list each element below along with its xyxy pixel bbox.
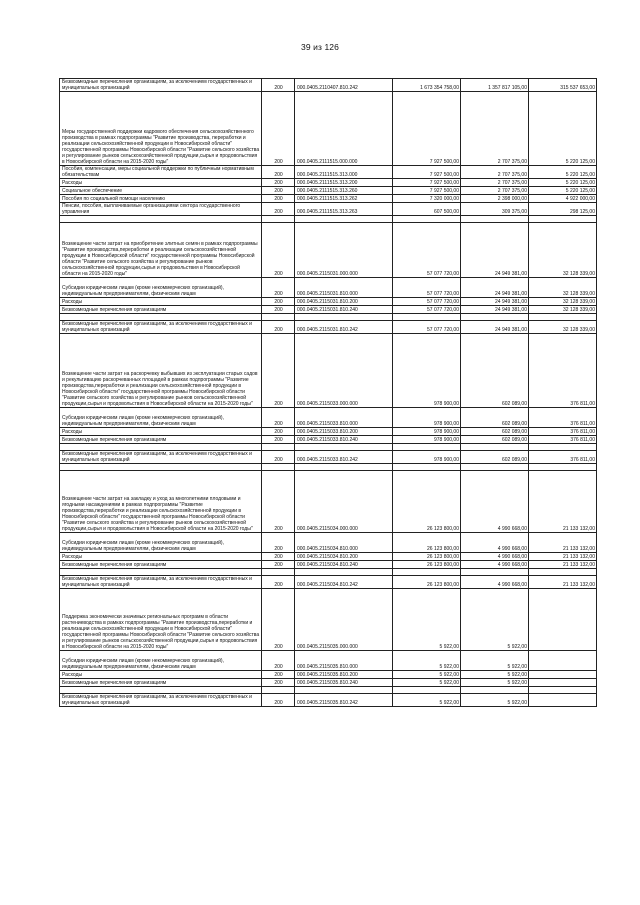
- row-name-cell: Возмещение части затрат на приобретение элитных семян в рамках подпрограммы "Развитие производства,переработки и реализации сельскохозяйственной продукции в Новосибирской области" государственной программы Новосибирской области "Развитие сельского хозяйства и регулирование рынков сельскохозяйственной продукции,сырья и продовольствия в Новосибирской области на 2015-2020 годы": [60, 223, 262, 278]
- row-budget-code-cell: 000.0405.2111515.313.260: [295, 187, 393, 195]
- row-executed-cell: 2 707 375,00: [461, 179, 529, 187]
- row-line-code-cell: 200: [262, 553, 295, 561]
- row-executed-cell: 602 089,00: [461, 408, 529, 428]
- row-approved-cell: 1 673 354 758,00: [393, 79, 461, 92]
- row-name-cell: Социальное обеспечение: [60, 187, 262, 195]
- row-approved-cell: 5 922,00: [393, 589, 461, 651]
- row-unexecuted-cell: [529, 651, 597, 671]
- row-budget-code-cell: 000.0405.2115035.810.200: [295, 671, 393, 679]
- row-name-cell: Безвозмездные перечисления организациям: [60, 436, 262, 444]
- row-unexecuted-cell: 21 133 132,00: [529, 553, 597, 561]
- row-line-code-cell: 200: [262, 278, 295, 298]
- row-line-code-cell: 200: [262, 203, 295, 216]
- table-row: [60, 561, 597, 569]
- row-budget-code-cell: 000.0405.2115034.810.200: [295, 553, 393, 561]
- row-name-cell: Субсидии юридическим лицам (кроме некоммерческих организаций), индивидуальным предпринимателям, физическим лицам: [60, 408, 262, 428]
- budget-table-body: [60, 79, 597, 707]
- spacer-cell: [529, 216, 597, 223]
- row-line-code-cell: 200: [262, 679, 295, 687]
- row-line-code-cell: 200: [262, 428, 295, 436]
- row-name-cell: Меры государственной поддержки кадрового обеспечения сельскохозяйственного производства в рамках подпрограммы "Развитие производства, переработки и реализации сельскохозяйственной продукции в Новосибирской области" государственной программы Новосибирской области "Развитие сельского хозяйства и регулирование рынков сельскохозяйственной продукции,сырья и продовольствия в Новосибирской области на 2015-2020 годы": [60, 92, 262, 166]
- spacer-cell: [262, 464, 295, 471]
- spacer-cell: [60, 464, 262, 471]
- table-row: [60, 166, 597, 179]
- spacer-cell: [60, 444, 262, 451]
- row-name-cell: Возмещение части затрат на раскорчевку выбывших из эксплуатации старых садов и рекультивацию раскорчеванных площадей в рамках подпрограммы "Развитие производства,переработки и реализации сельскохозяйственной продукции в Новосибирской области" государственной программы Новосибирской области "Развитие сельского хозяйства и регулирование рынков сельскохозяйственной продукции,сырья и продовольствия в Новосибирской области на 2015-2020 годы": [60, 334, 262, 408]
- row-name-cell: Расходы: [60, 553, 262, 561]
- table-row: [60, 436, 597, 444]
- row-name-cell: Субсидии юридическим лицам (кроме некоммерческих организаций), индивидуальным предпринимателям, физическим лицам: [60, 278, 262, 298]
- row-unexecuted-cell: 315 537 653,00: [529, 79, 597, 92]
- row-line-code-cell: 200: [262, 306, 295, 314]
- row-unexecuted-cell: 32 128 339,00: [529, 223, 597, 278]
- row-name-cell: Безвозмездные перечисления организациям: [60, 306, 262, 314]
- row-unexecuted-cell: 21 133 132,00: [529, 561, 597, 569]
- row-executed-cell: 2 398 000,00: [461, 195, 529, 203]
- row-unexecuted-cell: 376 811,00: [529, 334, 597, 408]
- row-executed-cell: 2 707 375,00: [461, 187, 529, 195]
- row-approved-cell: 5 922,00: [393, 694, 461, 707]
- row-approved-cell: 57 077 720,00: [393, 278, 461, 298]
- spacer-cell: [262, 216, 295, 223]
- row-budget-code-cell: 000.0405.2111515.313.262: [295, 195, 393, 203]
- row-name-cell: Расходы: [60, 428, 262, 436]
- row-executed-cell: 24 949 381,00: [461, 321, 529, 334]
- row-approved-cell: 5 922,00: [393, 651, 461, 671]
- row-unexecuted-cell: 21 133 132,00: [529, 533, 597, 553]
- table-row: [60, 679, 597, 687]
- spacer-cell: [262, 569, 295, 576]
- row-approved-cell: 57 077 720,00: [393, 298, 461, 306]
- row-budget-code-cell: 000.0405.2115034.810.242: [295, 576, 393, 589]
- row-name-cell: Безвозмездные перечисления организациям, за исключением государственных и муниципальных организаций: [60, 321, 262, 334]
- row-line-code-cell: 200: [262, 298, 295, 306]
- row-line-code-cell: 200: [262, 576, 295, 589]
- spacer-cell: [393, 464, 461, 471]
- spacer-cell: [461, 314, 529, 321]
- row-executed-cell: 5 922,00: [461, 671, 529, 679]
- spacer-cell: [393, 216, 461, 223]
- row-executed-cell: 5 922,00: [461, 589, 529, 651]
- row-unexecuted-cell: 32 128 339,00: [529, 278, 597, 298]
- row-approved-cell: 26 123 800,00: [393, 533, 461, 553]
- page-number: 39 из 126: [301, 42, 339, 52]
- row-approved-cell: 978 900,00: [393, 334, 461, 408]
- row-name-cell: Субсидии юридическим лицам (кроме некоммерческих организаций), индивидуальным предпринимателям, физическим лицам: [60, 651, 262, 671]
- row-budget-code-cell: 000.0405.2111515.313.200: [295, 179, 393, 187]
- spacer-cell: [529, 569, 597, 576]
- row-budget-code-cell: 000.0405.2115033.810.200: [295, 428, 393, 436]
- row-executed-cell: 4 990 668,00: [461, 533, 529, 553]
- table-row: [60, 195, 597, 203]
- table-row: [60, 306, 597, 314]
- spacer-cell: [60, 687, 262, 694]
- row-unexecuted-cell: 4 922 000,00: [529, 195, 597, 203]
- row-approved-cell: 5 922,00: [393, 671, 461, 679]
- row-approved-cell: 7 927 500,00: [393, 179, 461, 187]
- row-executed-cell: 2 707 375,00: [461, 166, 529, 179]
- row-name-cell: Безвозмездные перечисления организациям, за исключением государственных и муниципальных организаций: [60, 576, 262, 589]
- table-row: [60, 471, 597, 533]
- row-line-code-cell: 200: [262, 471, 295, 533]
- table-row: [60, 298, 597, 306]
- spacer-cell: [529, 314, 597, 321]
- row-line-code-cell: 200: [262, 694, 295, 707]
- row-spacer: [60, 569, 597, 576]
- row-unexecuted-cell: 376 811,00: [529, 451, 597, 464]
- spacer-cell: [262, 314, 295, 321]
- spacer-cell: [461, 464, 529, 471]
- spacer-cell: [262, 444, 295, 451]
- row-unexecuted-cell: 5 220 125,00: [529, 92, 597, 166]
- table-row: [60, 179, 597, 187]
- spacer-cell: [60, 314, 262, 321]
- table-row: [60, 92, 597, 166]
- table-row: [60, 553, 597, 561]
- row-name-cell: Расходы: [60, 298, 262, 306]
- row-spacer: [60, 314, 597, 321]
- row-name-cell: Безвозмездные перечисления организациям, за исключением государственных и муниципальных организаций: [60, 451, 262, 464]
- row-executed-cell: 24 949 381,00: [461, 298, 529, 306]
- row-executed-cell: 1 357 817 105,00: [461, 79, 529, 92]
- row-line-code-cell: 200: [262, 561, 295, 569]
- row-name-cell: Расходы: [60, 671, 262, 679]
- row-name-cell: Возмещение части затрат на закладку и уход за многолетними плодовыми и ягодными насаждениями в рамках подпрограммы "Развитие производства,переработки и реализации сельскохозяйственной продукции в Новосибирской области" государственной программы Новосибирской области "Развитие сельского хозяйства и регулирование рынков сельскохозяйственной продукции,сырья и продовольствия в Новосибирской области на 2015-2020 годы": [60, 471, 262, 533]
- table-row: [60, 451, 597, 464]
- row-name-cell: Безвозмездные перечисления организациям, за исключением государственных и муниципальных организаций: [60, 694, 262, 707]
- table-row: [60, 576, 597, 589]
- row-budget-code-cell: 000.0405.2115031.810.242: [295, 321, 393, 334]
- row-budget-code-cell: 000.0405.2115035.810.242: [295, 694, 393, 707]
- row-approved-cell: 26 123 800,00: [393, 471, 461, 533]
- row-executed-cell: 2 707 375,00: [461, 92, 529, 166]
- row-approved-cell: 978 900,00: [393, 451, 461, 464]
- row-budget-code-cell: 000.0405.2115035.810.000: [295, 651, 393, 671]
- spacer-cell: [393, 569, 461, 576]
- row-unexecuted-cell: [529, 694, 597, 707]
- table-row: [60, 694, 597, 707]
- row-budget-code-cell: 000.0405.2115034.810.000: [295, 533, 393, 553]
- row-unexecuted-cell: 5 220 125,00: [529, 166, 597, 179]
- row-approved-cell: 7 320 000,00: [393, 195, 461, 203]
- row-executed-cell: 4 990 668,00: [461, 561, 529, 569]
- spacer-cell: [393, 314, 461, 321]
- row-unexecuted-cell: 5 220 125,00: [529, 187, 597, 195]
- table-row: [60, 187, 597, 195]
- row-approved-cell: 26 123 800,00: [393, 576, 461, 589]
- row-spacer: [60, 687, 597, 694]
- row-name-cell: Расходы: [60, 179, 262, 187]
- row-unexecuted-cell: 376 811,00: [529, 408, 597, 428]
- spacer-cell: [529, 464, 597, 471]
- row-approved-cell: 978 900,00: [393, 436, 461, 444]
- row-budget-code-cell: 000.0405.2115031.810.240: [295, 306, 393, 314]
- row-approved-cell: 57 077 720,00: [393, 321, 461, 334]
- row-name-cell: Безвозмездные перечисления организациям: [60, 679, 262, 687]
- spacer-cell: [461, 687, 529, 694]
- row-approved-cell: 7 927 500,00: [393, 92, 461, 166]
- row-name-cell: Пособия, компенсации, меры социальной поддержки по публичным нормативным обязательствам: [60, 166, 262, 179]
- row-executed-cell: 309 375,00: [461, 203, 529, 216]
- row-budget-code-cell: 000.0405.2115033.810.000: [295, 408, 393, 428]
- row-budget-code-cell: 000.0405.2111515.313.263: [295, 203, 393, 216]
- row-executed-cell: 24 949 381,00: [461, 278, 529, 298]
- table-row: [60, 203, 597, 216]
- spacer-cell: [393, 444, 461, 451]
- row-line-code-cell: 200: [262, 179, 295, 187]
- table-row: [60, 79, 597, 92]
- row-executed-cell: 602 089,00: [461, 428, 529, 436]
- row-spacer: [60, 464, 597, 471]
- row-line-code-cell: 200: [262, 92, 295, 166]
- row-line-code-cell: 200: [262, 651, 295, 671]
- row-budget-code-cell: 000.0405.2115033.000.000: [295, 334, 393, 408]
- row-unexecuted-cell: 32 128 339,00: [529, 298, 597, 306]
- row-approved-cell: 7 927 500,00: [393, 166, 461, 179]
- row-approved-cell: 57 077 720,00: [393, 223, 461, 278]
- row-line-code-cell: 200: [262, 195, 295, 203]
- spacer-cell: [295, 444, 393, 451]
- row-executed-cell: 602 089,00: [461, 334, 529, 408]
- row-name-cell: Пособия по социальной помощи населению: [60, 195, 262, 203]
- row-line-code-cell: 200: [262, 166, 295, 179]
- row-line-code-cell: 200: [262, 334, 295, 408]
- row-unexecuted-cell: 298 125,00: [529, 203, 597, 216]
- row-budget-code-cell: 000.0405.2111515.000.000: [295, 92, 393, 166]
- row-line-code-cell: 200: [262, 533, 295, 553]
- table-row: [60, 589, 597, 651]
- row-approved-cell: 26 123 800,00: [393, 553, 461, 561]
- row-executed-cell: 5 922,00: [461, 679, 529, 687]
- row-line-code-cell: 200: [262, 79, 295, 92]
- row-executed-cell: 24 949 381,00: [461, 223, 529, 278]
- row-name-cell: Субсидии юридическим лицам (кроме некоммерческих организаций), индивидуальным предпринимателям, физическим лицам: [60, 533, 262, 553]
- row-approved-cell: 57 077 720,00: [393, 306, 461, 314]
- table-row: [60, 408, 597, 428]
- row-unexecuted-cell: 376 811,00: [529, 436, 597, 444]
- row-budget-code-cell: 000.0405.2115035.810.240: [295, 679, 393, 687]
- row-budget-code-cell: 000.0405.2111515.313.000: [295, 166, 393, 179]
- row-approved-cell: 978 900,00: [393, 408, 461, 428]
- row-budget-code-cell: 000.0405.2115035.000.000: [295, 589, 393, 651]
- row-line-code-cell: 200: [262, 589, 295, 651]
- row-budget-code-cell: 000.0405.2115034.000.000: [295, 471, 393, 533]
- table-row: [60, 334, 597, 408]
- row-approved-cell: 978 900,00: [393, 428, 461, 436]
- row-budget-code-cell: 000.0405.2115031.810.000: [295, 278, 393, 298]
- spacer-cell: [393, 687, 461, 694]
- table-row: [60, 321, 597, 334]
- row-line-code-cell: 200: [262, 408, 295, 428]
- spacer-cell: [60, 569, 262, 576]
- spacer-cell: [295, 569, 393, 576]
- row-budget-code-cell: 000.0405.2115033.810.240: [295, 436, 393, 444]
- row-name-cell: Безвозмездные перечисления организациям: [60, 561, 262, 569]
- row-unexecuted-cell: [529, 679, 597, 687]
- row-unexecuted-cell: [529, 671, 597, 679]
- row-executed-cell: 602 089,00: [461, 451, 529, 464]
- row-budget-code-cell: 000.0405.2115034.810.240: [295, 561, 393, 569]
- spacer-cell: [461, 444, 529, 451]
- budget-table: [59, 78, 597, 707]
- row-unexecuted-cell: 376 811,00: [529, 428, 597, 436]
- spacer-cell: [529, 687, 597, 694]
- spacer-cell: [60, 216, 262, 223]
- row-spacer: [60, 216, 597, 223]
- spacer-cell: [295, 464, 393, 471]
- row-line-code-cell: 200: [262, 223, 295, 278]
- row-executed-cell: 4 990 668,00: [461, 576, 529, 589]
- spacer-cell: [295, 314, 393, 321]
- row-unexecuted-cell: 32 128 339,00: [529, 306, 597, 314]
- row-spacer: [60, 444, 597, 451]
- row-line-code-cell: 200: [262, 451, 295, 464]
- row-unexecuted-cell: [529, 589, 597, 651]
- spacer-cell: [262, 687, 295, 694]
- row-executed-cell: 602 089,00: [461, 436, 529, 444]
- row-budget-code-cell: 000.0405.2115031.000.000: [295, 223, 393, 278]
- row-line-code-cell: 200: [262, 436, 295, 444]
- table-row: [60, 428, 597, 436]
- row-name-cell: Поддержка экономически значимых региональных программ в области растениеводства в рамках подпрограммы "Развитие производства,переработки и реализации сельскохозяйственной продукции в Новосибирской области" государственной программы Новосибирской области "Развитие сельского хозяйства и регулирование рынков сельскохозяйственной продукции,сырья и продовольствия в Новосибирской области на 2015-2020 годы": [60, 589, 262, 651]
- row-executed-cell: 4 990 668,00: [461, 553, 529, 561]
- row-unexecuted-cell: 21 133 132,00: [529, 576, 597, 589]
- row-executed-cell: 24 949 381,00: [461, 306, 529, 314]
- row-budget-code-cell: 000.0405.2115031.810.200: [295, 298, 393, 306]
- spacer-cell: [461, 216, 529, 223]
- row-name-cell: Пенсии, пособия, выплачиваемые организациями сектора государственного управления: [60, 203, 262, 216]
- table-row: [60, 223, 597, 278]
- spacer-cell: [529, 444, 597, 451]
- row-executed-cell: 5 922,00: [461, 651, 529, 671]
- table-row: [60, 671, 597, 679]
- table-row: [60, 651, 597, 671]
- spacer-cell: [461, 569, 529, 576]
- table-row: [60, 278, 597, 298]
- row-budget-code-cell: 000.0405.2115033.810.242: [295, 451, 393, 464]
- row-approved-cell: 26 123 800,00: [393, 561, 461, 569]
- row-unexecuted-cell: 5 220 125,00: [529, 179, 597, 187]
- row-budget-code-cell: 000.0405.2110407.810.242: [295, 79, 393, 92]
- row-approved-cell: 607 500,00: [393, 203, 461, 216]
- row-unexecuted-cell: 21 133 132,00: [529, 471, 597, 533]
- row-line-code-cell: 200: [262, 187, 295, 195]
- row-unexecuted-cell: 32 128 339,00: [529, 321, 597, 334]
- row-approved-cell: 7 927 500,00: [393, 187, 461, 195]
- spacer-cell: [295, 687, 393, 694]
- table-row: [60, 533, 597, 553]
- row-executed-cell: 5 922,00: [461, 694, 529, 707]
- row-line-code-cell: 200: [262, 321, 295, 334]
- spacer-cell: [295, 216, 393, 223]
- row-executed-cell: 4 990 668,00: [461, 471, 529, 533]
- row-name-cell: Безвозмездные перечисления организациям, за исключением государственных и муниципальных организаций: [60, 79, 262, 92]
- row-approved-cell: 5 922,00: [393, 679, 461, 687]
- row-line-code-cell: 200: [262, 671, 295, 679]
